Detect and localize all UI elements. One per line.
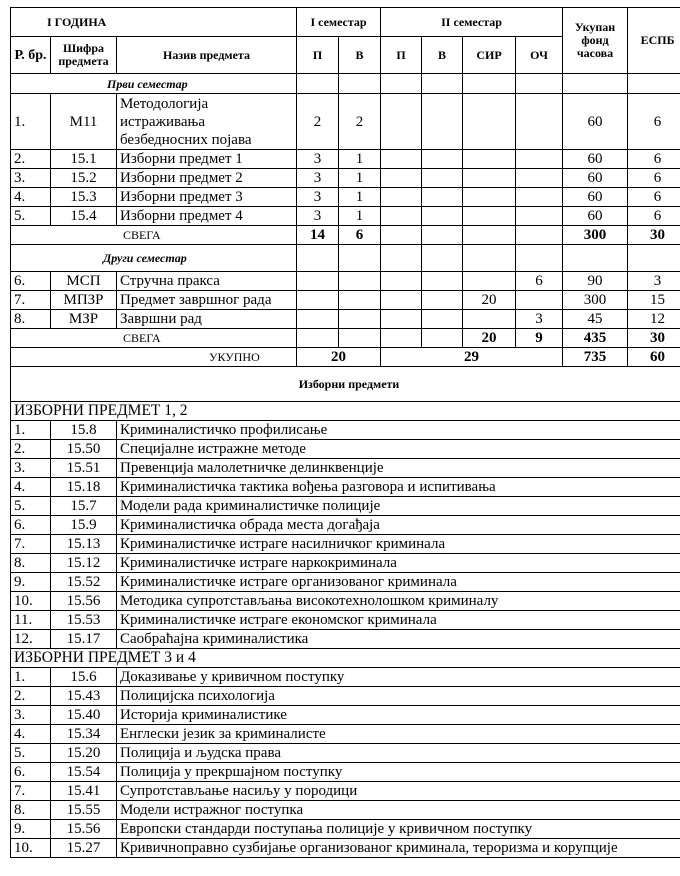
- exercise-hours: 2: [339, 94, 381, 150]
- empty-cell: [381, 94, 422, 150]
- empty-cell: [422, 169, 463, 188]
- empty-cell: [381, 74, 422, 94]
- empty-cell: [339, 329, 381, 348]
- semester2-title: Други семестар: [11, 245, 297, 272]
- course-code: МСП: [51, 272, 117, 291]
- empty-cell: [297, 291, 339, 310]
- grand-total-fund: 735: [563, 348, 628, 367]
- empty-cell: [422, 272, 463, 291]
- course-name: Криминалистичко профилисање: [117, 421, 680, 440]
- elective-row: [11, 554, 680, 573]
- course-name: Енглески језик за криминалисте: [117, 725, 680, 744]
- course-name: Историја криминалистике: [117, 706, 680, 725]
- row-number: 10.: [11, 839, 51, 858]
- row-number: 1.: [11, 94, 51, 150]
- course-name: Специјалне истражне методе: [117, 440, 680, 459]
- espb-points: 15: [628, 291, 680, 310]
- year-header: I ГОДИНА: [11, 8, 297, 37]
- empty-cell: [422, 74, 463, 94]
- course-name: Доказивање у кривичном поступку: [117, 668, 680, 687]
- empty-cell: [381, 226, 422, 245]
- course-code: 15.13: [51, 535, 117, 554]
- espb-points: 3: [628, 272, 680, 291]
- elective-row: [11, 725, 680, 744]
- course-name: Криминалистичка тактика вођења разговора и испитивања: [117, 478, 680, 497]
- row-number: 4.: [11, 478, 51, 497]
- subtotal-sir: 20: [463, 329, 516, 348]
- p1-header: П: [297, 37, 339, 74]
- fund-hours: 90: [563, 272, 628, 291]
- empty-cell: [297, 310, 339, 329]
- lecture-hours: 3: [297, 169, 339, 188]
- row-number: 6.: [11, 763, 51, 782]
- course-code: 15.20: [51, 744, 117, 763]
- course-name: Завршни рад: [117, 310, 297, 329]
- course-name: Криминалистичке истраге наркокриминала: [117, 554, 680, 573]
- course-name: Методика супротстављања високотехнолошком криминалу: [117, 592, 680, 611]
- electives-title-row: [11, 367, 680, 402]
- exercise-hours: 1: [339, 150, 381, 169]
- empty-cell: [422, 310, 463, 329]
- course-code: 15.9: [51, 516, 117, 535]
- group-title: ИЗБОРНИ ПРЕДМЕТ 3 и 4: [11, 649, 680, 668]
- semester-title-row: [11, 74, 680, 94]
- course-name: Изборни предмет 3: [117, 188, 297, 207]
- elective-row: [11, 801, 680, 820]
- row-number: 2.: [11, 687, 51, 706]
- empty-cell: [381, 310, 422, 329]
- subtotal-espb: 30: [628, 329, 680, 348]
- sir-hours: 20: [463, 291, 516, 310]
- empty-cell: [463, 226, 516, 245]
- course-code: 15.4: [51, 207, 117, 226]
- group-title-row: [11, 402, 680, 421]
- empty-cell: [463, 188, 516, 207]
- elective-row: [11, 421, 680, 440]
- empty-cell: [381, 188, 422, 207]
- elective-row: [11, 820, 680, 839]
- course-name: Методологија истраживања безбедносних појава: [117, 94, 297, 150]
- empty-cell: [381, 207, 422, 226]
- course-row: [11, 188, 680, 207]
- course-code: 15.55: [51, 801, 117, 820]
- row-number: 9.: [11, 573, 51, 592]
- course-code: 15.34: [51, 725, 117, 744]
- empty-cell: [628, 74, 680, 94]
- espb-points: 6: [628, 94, 680, 150]
- fund-hours: 60: [563, 150, 628, 169]
- elective-row: [11, 782, 680, 801]
- course-code: 15.52: [51, 573, 117, 592]
- elective-row: [11, 630, 680, 649]
- empty-cell: [563, 74, 628, 94]
- row-number: 7.: [11, 782, 51, 801]
- course-code: 15.40: [51, 706, 117, 725]
- course-code: 15.27: [51, 839, 117, 858]
- course-code: 15.56: [51, 592, 117, 611]
- grand-total-sem2: 29: [381, 348, 563, 367]
- elective-row: [11, 440, 680, 459]
- empty-cell: [339, 272, 381, 291]
- espb-points: 6: [628, 150, 680, 169]
- row-number: 5.: [11, 207, 51, 226]
- empty-cell: [381, 169, 422, 188]
- empty-cell: [297, 245, 339, 272]
- course-code: 15.8: [51, 421, 117, 440]
- grand-total-espb: 60: [628, 348, 680, 367]
- empty-cell: [381, 272, 422, 291]
- lecture-hours: 2: [297, 94, 339, 150]
- subtotal-row: [11, 329, 680, 348]
- empty-cell: [381, 291, 422, 310]
- empty-cell: [463, 150, 516, 169]
- empty-cell: [516, 188, 563, 207]
- row-number: 11.: [11, 611, 51, 630]
- course-code: 15.3: [51, 188, 117, 207]
- subtotal-row: [11, 226, 680, 245]
- course-name: Изборни предмет 2: [117, 169, 297, 188]
- grand-total-sem1: 20: [297, 348, 381, 367]
- course-code: 15.18: [51, 478, 117, 497]
- fund-hours: 300: [563, 291, 628, 310]
- subtotal-espb: 30: [628, 226, 680, 245]
- course-name: Модели истражног поступка: [117, 801, 680, 820]
- empty-cell: [297, 74, 339, 94]
- course-name: Европски стандарди поступања полиције у кривичном поступку: [117, 820, 680, 839]
- row-number: 5.: [11, 497, 51, 516]
- elective-row: [11, 516, 680, 535]
- course-code: 15.12: [51, 554, 117, 573]
- row-number: 3.: [11, 169, 51, 188]
- empty-cell: [297, 329, 339, 348]
- v2-header: В: [422, 37, 463, 74]
- lecture-hours: 3: [297, 207, 339, 226]
- row-number: 6.: [11, 516, 51, 535]
- empty-cell: [516, 245, 563, 272]
- course-code: М11: [51, 94, 117, 150]
- course-name: Криминалистичке истраге насилничког криминала: [117, 535, 680, 554]
- sir-header: СИР: [463, 37, 516, 74]
- rb-header: Р. бр.: [11, 37, 51, 74]
- empty-cell: [339, 74, 381, 94]
- empty-cell: [381, 150, 422, 169]
- course-name: Криминалистичке истраге организованог криминала: [117, 573, 680, 592]
- row-number: 3.: [11, 459, 51, 478]
- sem2-header: II семестар: [381, 8, 563, 37]
- course-name: Стручна пракса: [117, 272, 297, 291]
- course-code: 15.53: [51, 611, 117, 630]
- course-name: Изборни предмет 1: [117, 150, 297, 169]
- elective-row: [11, 535, 680, 554]
- course-name: Криминалистичке истраге економског криминала: [117, 611, 680, 630]
- v1-header: В: [339, 37, 381, 74]
- row-number: 2.: [11, 150, 51, 169]
- course-name: Кривичноправно сузбијање организованог криминала, тероризма и корупције: [117, 839, 680, 858]
- p2-header: П: [381, 37, 422, 74]
- course-name: Превенција малолетничке делинквенције: [117, 459, 680, 478]
- row-number: 3.: [11, 706, 51, 725]
- empty-cell: [297, 272, 339, 291]
- grand-total-row: [11, 348, 680, 367]
- empty-cell: [463, 169, 516, 188]
- fund-hours: 60: [563, 94, 628, 150]
- course-name: Изборни предмет 4: [117, 207, 297, 226]
- row-number: 9.: [11, 820, 51, 839]
- empty-cell: [516, 150, 563, 169]
- course-code: 15.50: [51, 440, 117, 459]
- course-code: 15.54: [51, 763, 117, 782]
- lecture-hours: 3: [297, 150, 339, 169]
- empty-cell: [516, 226, 563, 245]
- sir-hours: [463, 310, 516, 329]
- course-row: [11, 272, 680, 291]
- row-number: 1.: [11, 421, 51, 440]
- course-code: 15.7: [51, 497, 117, 516]
- espb-points: 6: [628, 188, 680, 207]
- subtotal-fund: 300: [563, 226, 628, 245]
- course-row: [11, 310, 680, 329]
- subtotal-p: 14: [297, 226, 339, 245]
- row-number: 12.: [11, 630, 51, 649]
- subtotal-v: 6: [339, 226, 381, 245]
- course-code: 15.17: [51, 630, 117, 649]
- course-name: Криминалистичка обрада места догађаја: [117, 516, 680, 535]
- elective-row: [11, 744, 680, 763]
- row-number: 8.: [11, 554, 51, 573]
- elective-row: [11, 706, 680, 725]
- group-title-row: [11, 649, 680, 668]
- row-number: 10.: [11, 592, 51, 611]
- semester-title-row: [11, 245, 680, 272]
- empty-cell: [516, 169, 563, 188]
- elective-row: [11, 592, 680, 611]
- empty-cell: [422, 329, 463, 348]
- fund-hours: 60: [563, 169, 628, 188]
- elective-row: [11, 687, 680, 706]
- course-code: МПЗР: [51, 291, 117, 310]
- elective-row: [11, 478, 680, 497]
- och-hours: 3: [516, 310, 563, 329]
- course-row: [11, 207, 680, 226]
- empty-cell: [422, 245, 463, 272]
- course-code: 15.6: [51, 668, 117, 687]
- row-number: 7.: [11, 291, 51, 310]
- course-code: 15.2: [51, 169, 117, 188]
- espb-points: 6: [628, 169, 680, 188]
- empty-cell: [381, 329, 422, 348]
- empty-cell: [422, 291, 463, 310]
- empty-cell: [339, 245, 381, 272]
- sem1-header: I семестар: [297, 8, 381, 37]
- fund-hours: 45: [563, 310, 628, 329]
- row-number: 7.: [11, 535, 51, 554]
- empty-cell: [422, 150, 463, 169]
- empty-cell: [463, 94, 516, 150]
- code-header: Шифра предмета: [51, 37, 117, 74]
- course-name: Модели рада криминалистичке полиције: [117, 497, 680, 516]
- empty-cell: [628, 245, 680, 272]
- row-number: 8.: [11, 310, 51, 329]
- course-code: 15.1: [51, 150, 117, 169]
- course-name: Полиција и људска права: [117, 744, 680, 763]
- exercise-hours: 1: [339, 207, 381, 226]
- course-row: [11, 291, 680, 310]
- course-row: [11, 150, 680, 169]
- course-name: Предмет завршног рада: [117, 291, 297, 310]
- course-code: 15.56: [51, 820, 117, 839]
- empty-cell: [422, 226, 463, 245]
- empty-cell: [422, 207, 463, 226]
- empty-cell: [563, 245, 628, 272]
- elective-row: [11, 839, 680, 858]
- och-hours: [516, 291, 563, 310]
- row-number: 1.: [11, 668, 51, 687]
- lecture-hours: 3: [297, 188, 339, 207]
- empty-cell: [516, 94, 563, 150]
- group-title: ИЗБОРНИ ПРЕДМЕТ 1, 2: [11, 402, 680, 421]
- fund-header: Укупан фонд часова: [563, 8, 628, 74]
- subtotal-och: 9: [516, 329, 563, 348]
- empty-cell: [422, 94, 463, 150]
- course-code: МЗР: [51, 310, 117, 329]
- course-row: [11, 169, 680, 188]
- elective-row: [11, 763, 680, 782]
- empty-cell: [516, 207, 563, 226]
- row-number: 4.: [11, 725, 51, 744]
- exercise-hours: 1: [339, 169, 381, 188]
- empty-cell: [339, 310, 381, 329]
- curriculum-table: [10, 7, 680, 858]
- empty-cell: [422, 188, 463, 207]
- exercise-hours: 1: [339, 188, 381, 207]
- elective-row: [11, 611, 680, 630]
- subtotal-fund: 435: [563, 329, 628, 348]
- name-header: Назив предмета: [117, 37, 297, 74]
- sir-hours: [463, 272, 516, 291]
- empty-cell: [463, 245, 516, 272]
- subtotal-label: СВЕГА: [11, 329, 297, 348]
- course-code: 15.41: [51, 782, 117, 801]
- course-code: 15.51: [51, 459, 117, 478]
- course-code: 15.43: [51, 687, 117, 706]
- elective-row: [11, 668, 680, 687]
- grand-total-label: УКУПНО: [11, 348, 297, 367]
- empty-cell: [516, 74, 563, 94]
- espb-points: 6: [628, 207, 680, 226]
- row-number: 4.: [11, 188, 51, 207]
- row-number: 8.: [11, 801, 51, 820]
- course-row: [11, 94, 680, 150]
- fund-hours: 60: [563, 188, 628, 207]
- espb-header: ЕСПБ: [628, 8, 680, 74]
- empty-cell: [463, 74, 516, 94]
- empty-cell: [339, 291, 381, 310]
- elective-row: [11, 573, 680, 592]
- och-hours: 6: [516, 272, 563, 291]
- electives-title: Изборни предмети: [11, 367, 680, 402]
- course-name: Полиција у прекршајном поступку: [117, 763, 680, 782]
- row-number: 2.: [11, 440, 51, 459]
- course-name: Полицијска психологија: [117, 687, 680, 706]
- row-number: 5.: [11, 744, 51, 763]
- elective-row: [11, 459, 680, 478]
- semester1-title: Први семестар: [11, 74, 297, 94]
- empty-cell: [463, 207, 516, 226]
- course-name: Саобраћајна криминалистика: [117, 630, 680, 649]
- elective-row: [11, 497, 680, 516]
- fund-hours: 60: [563, 207, 628, 226]
- subtotal-label: СВЕГА: [11, 226, 297, 245]
- row-number: 6.: [11, 272, 51, 291]
- empty-cell: [381, 245, 422, 272]
- espb-points: 12: [628, 310, 680, 329]
- course-name: Супротстављање насиљу у породици: [117, 782, 680, 801]
- och-header: ОЧ: [516, 37, 563, 74]
